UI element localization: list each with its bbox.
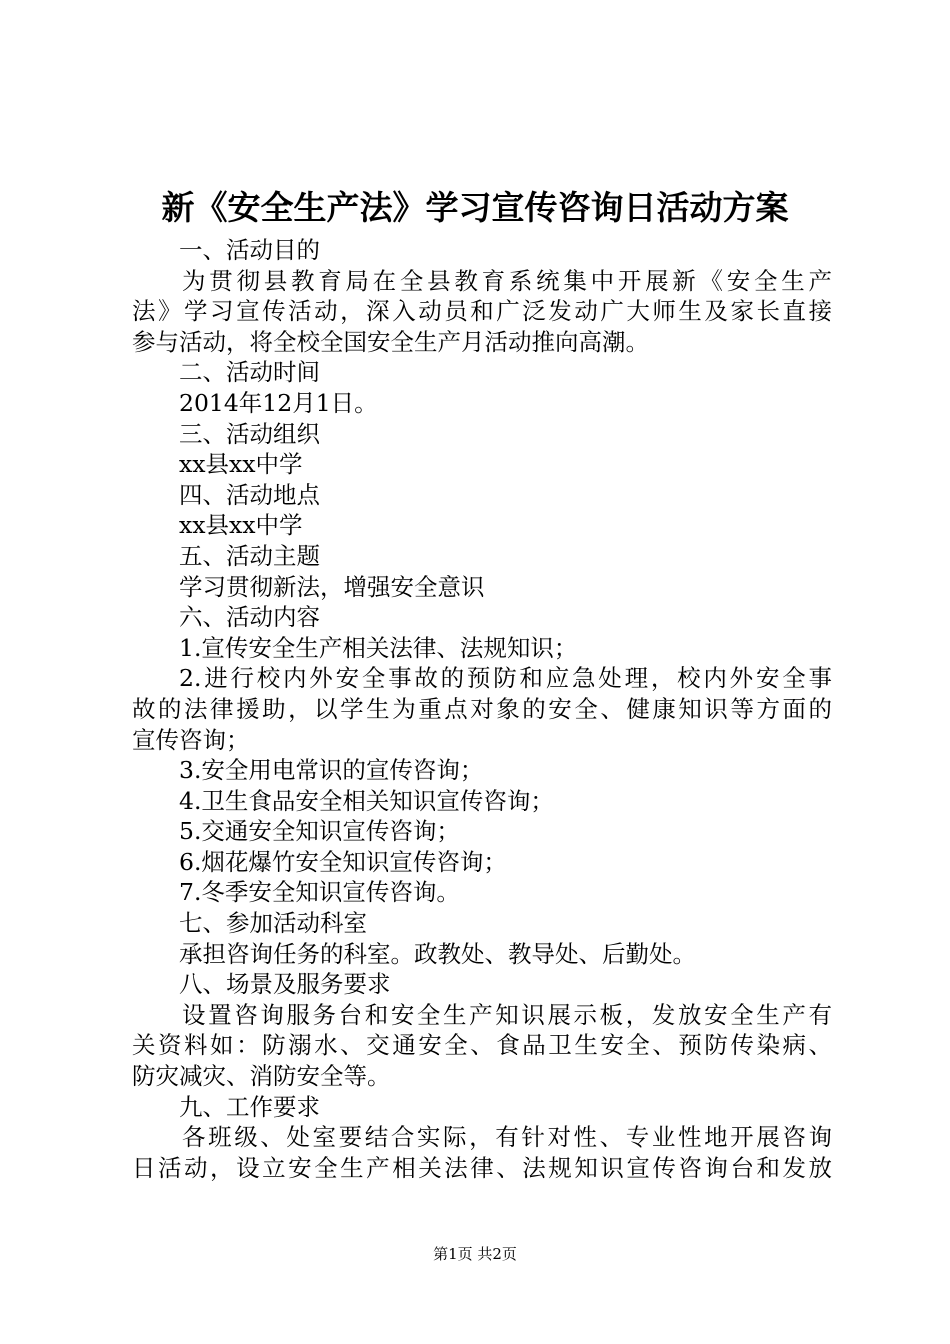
list-item: 7.冬季安全知识宣传咨询。	[179, 878, 460, 907]
section-heading: 七、参加活动科室	[179, 909, 367, 938]
paragraph-line: 各班级、处室要结合实际，有针对性、专业性地开展咨询	[182, 1123, 832, 1152]
document-title: 新《安全生产法》学习宣传咨询日活动方案	[161, 188, 789, 227]
section-heading: 五、活动主题	[179, 541, 320, 570]
page-footer: 第1页 共2页	[433, 1245, 517, 1263]
paragraph-line: 法》学习宣传活动，深入动员和广泛发动广大师生及家长直接	[132, 297, 832, 326]
paragraph-line: 学习贯彻新法，增强安全意识	[179, 572, 485, 601]
list-item: 5.交通安全知识宣传咨询；	[179, 817, 460, 846]
section-heading: 一、活动目的	[179, 236, 320, 264]
list-item: 4.卫生食品安全相关知识宣传咨询；	[179, 786, 554, 815]
paragraph-line: 设置咨询服务台和安全生产知识展示板，发放安全生产有	[182, 1000, 832, 1029]
list-item: 3.安全用电常识的宣传咨询；	[179, 756, 484, 785]
paragraph-line: 参与活动，将全校全国安全生产月活动推向高潮。	[132, 327, 649, 356]
section-heading: 二、活动时间	[179, 358, 320, 387]
section-heading: 八、场景及服务要求	[179, 970, 391, 999]
list-item: 6.烟花爆竹安全知识宣传咨询；	[179, 847, 507, 876]
paragraph-line: 日活动，设立安全生产相关法律、法规知识宣传咨询台和发放	[132, 1153, 832, 1182]
paragraph-line: 故的法律援助，以学生为重点对象的安全、健康知识等方面的	[132, 694, 832, 723]
paragraph-line: 关资料如：防溺水、交通安全、食品卫生安全、预防传染病、	[132, 1031, 832, 1060]
paragraph-line: 防灾减灾、消防安全等。	[132, 1062, 391, 1091]
document-body	[132, 235, 832, 1183]
section-heading: 九、工作要求	[179, 1092, 320, 1121]
paragraph-line: 为贯彻县教育局在全县教育系统集中开展新《安全生产	[182, 266, 832, 295]
list-item: 1.宣传安全生产相关法律、法规知识；	[179, 633, 578, 662]
list-item: 2.进行校内外安全事故的预防和应急处理，校内外安全事	[179, 664, 832, 693]
paragraph-line: xx县xx中学	[179, 511, 303, 540]
section-heading: 三、活动组织	[179, 419, 320, 448]
paragraph-line: 2014年12月1日。	[179, 388, 378, 417]
paragraph-line: 承担咨询任务的科室。政教处、教导处、后勤处。	[179, 939, 696, 968]
section-heading: 四、活动地点	[179, 480, 320, 509]
section-heading: 六、活动内容	[179, 603, 320, 632]
paragraph-line: xx县xx中学	[179, 450, 303, 479]
paragraph-line: 宣传咨询；	[132, 725, 250, 754]
